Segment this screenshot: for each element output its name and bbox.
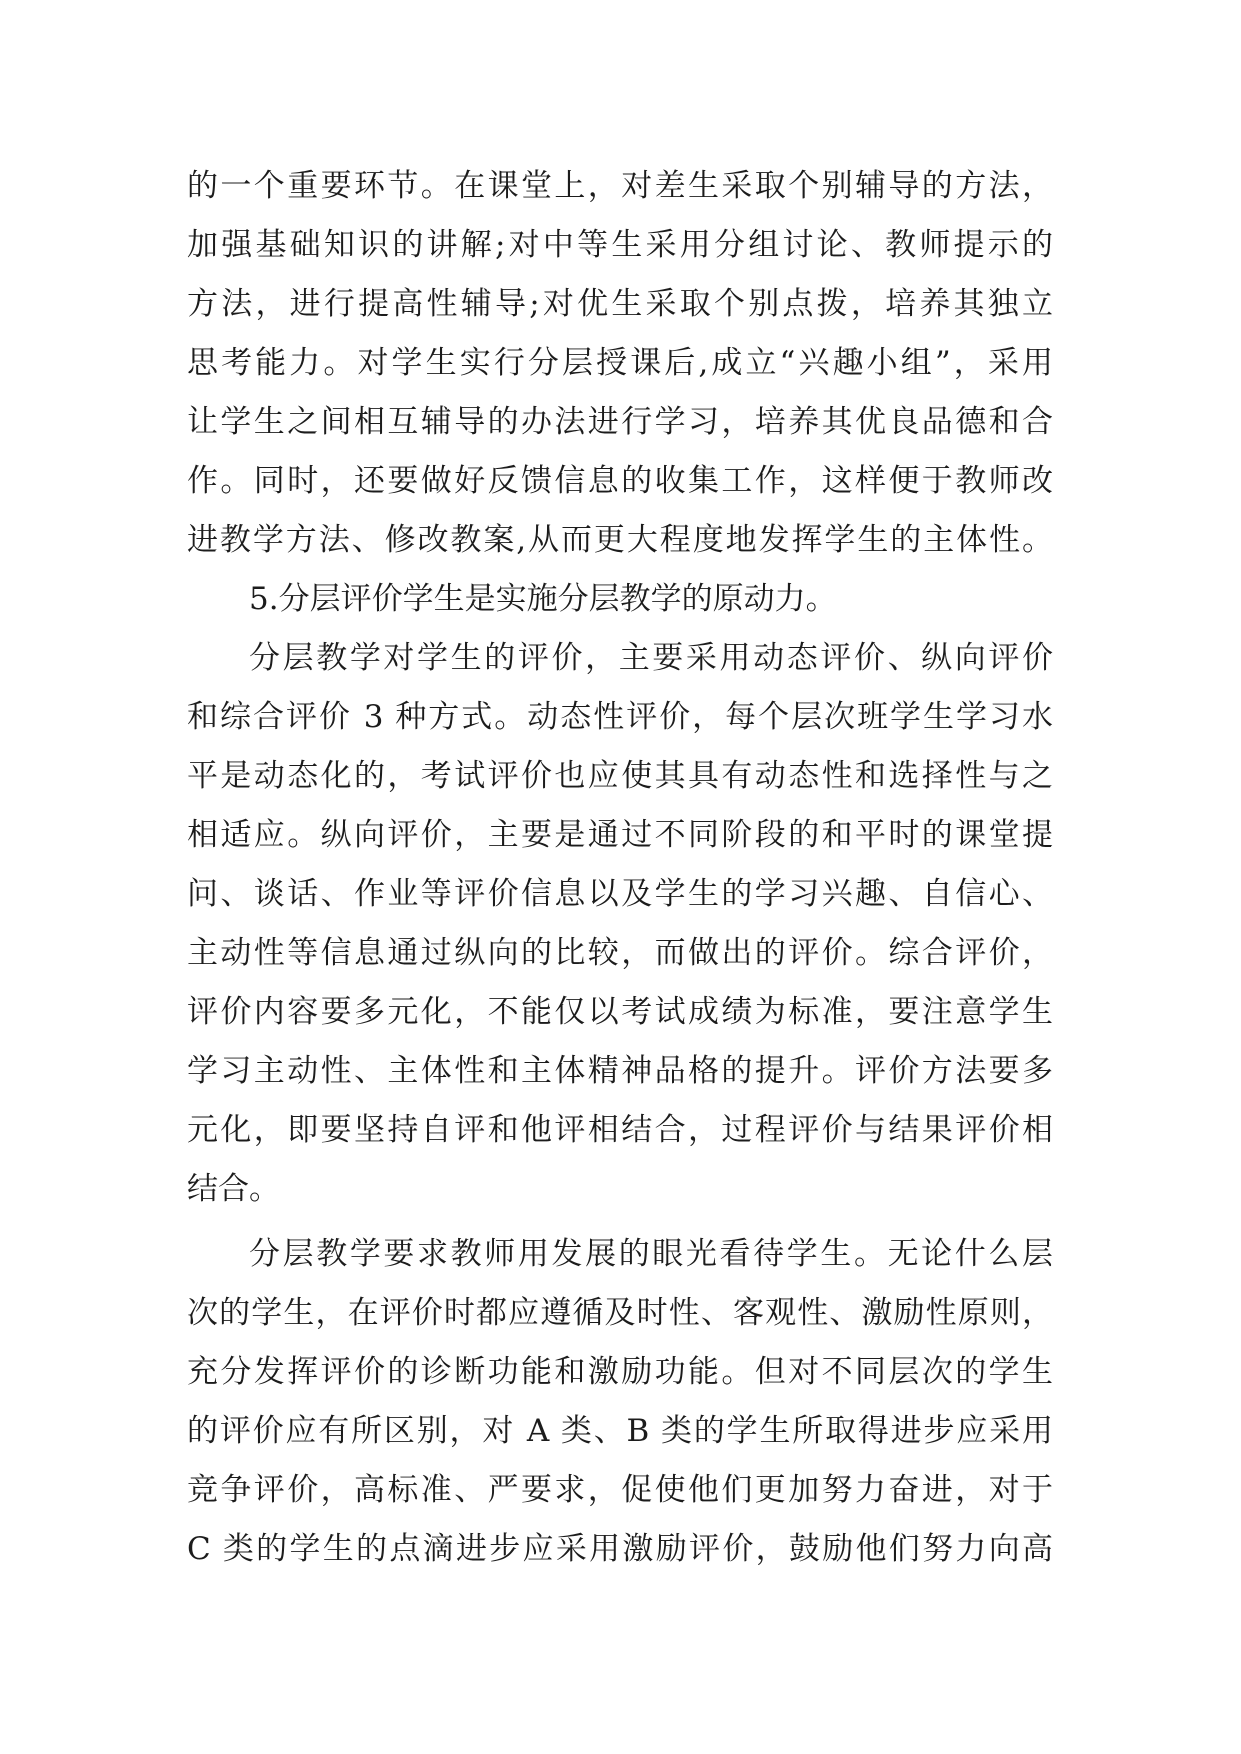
- text-line: 加强基础知识的讲解;对中等生采用分组讨论、教师提示的: [187, 227, 1053, 263]
- text-line: 学习主动性、主体性和主体精神品格的提升。评价方法要多: [187, 1053, 1053, 1089]
- text-line: 的评价应有所区别，对 A 类、B 类的学生所取得进步应采用: [187, 1413, 1053, 1449]
- text-line: 竞争评价，高标准、严要求，促使他们更加努力奋进，对于: [187, 1472, 1053, 1508]
- text-line: 问、谈话、作业等评价信息以及学生的学习兴趣、自信心、: [187, 876, 1053, 912]
- text-line: 结合。: [187, 1171, 280, 1207]
- text-line: 次的学生，在评价时都应遵循及时性、客观性、激励性原则，: [187, 1295, 1053, 1331]
- text-line: 元化，即要坚持自评和他评相结合，过程评价与结果评价相: [187, 1112, 1053, 1148]
- text-line: 方法，进行提高性辅导;对优生采取个别点拨，培养其独立: [187, 286, 1053, 322]
- text-line: 的一个重要环节。在课堂上，对差生采取个别辅导的方法，: [187, 168, 1053, 204]
- text-line: 分层教学对学生的评价，主要采用动态评价、纵向评价: [249, 640, 1053, 676]
- text-line: 充分发挥评价的诊断功能和激励功能。但对不同层次的学生: [187, 1354, 1053, 1390]
- text-line: C 类的学生的点滴进步应采用激励评价，鼓励他们努力向高: [187, 1531, 1053, 1567]
- text-line: 进教学方法、修改教案,从而更大程度地发挥学生的主体性。: [187, 522, 1053, 558]
- body-text: [187, 157, 1053, 1579]
- text-line: 和综合评价 3 种方式。动态性评价，每个层次班学生学习水: [187, 699, 1053, 735]
- text-line: 让学生之间相互辅导的办法进行学习，培养其优良品德和合: [187, 404, 1053, 440]
- text-line: 平是动态化的，考试评价也应使其具有动态性和选择性与之: [187, 758, 1053, 794]
- text-line: 作。同时，还要做好反馈信息的收集工作，这样便于教师改: [187, 463, 1053, 499]
- text-line: 思考能力。对学生实行分层授课后,成立“兴趣小组”，采用: [187, 345, 1053, 381]
- text-line: 相适应。纵向评价，主要是通过不同阶段的和平时的课堂提: [187, 817, 1053, 853]
- text-line: 分层教学要求教师用发展的眼光看待学生。无论什么层: [249, 1236, 1053, 1272]
- text-line: 评价内容要多元化，不能仅以考试成绩为标准，要注意学生: [187, 994, 1053, 1030]
- text-line: 主动性等信息通过纵向的比较，而做出的评价。综合评价，: [187, 935, 1053, 971]
- section-heading: 5.分层评价学生是实施分层教学的原动力。: [249, 581, 837, 617]
